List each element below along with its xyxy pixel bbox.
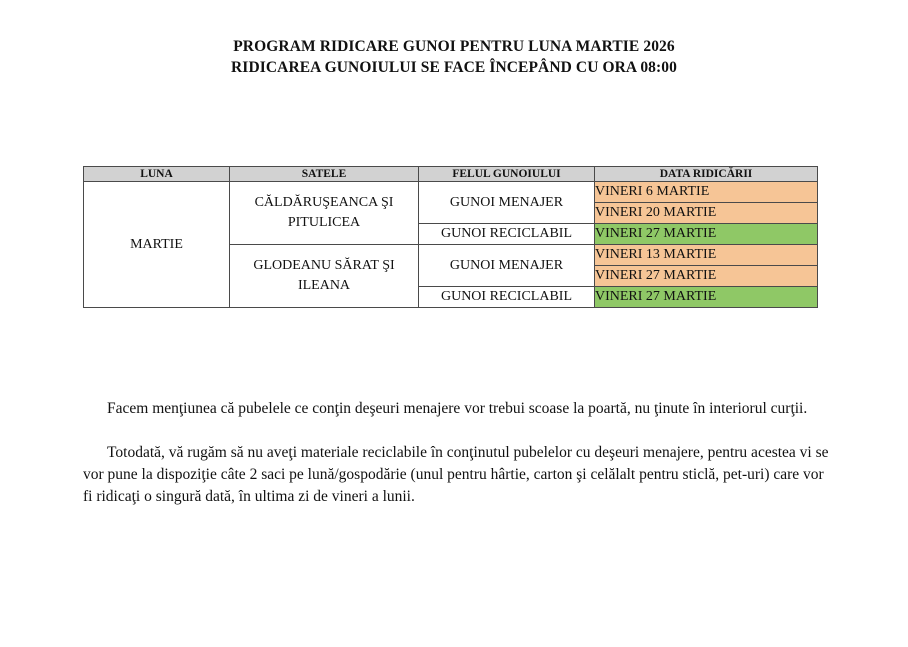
page-subtitle: RIDICAREA GUNOIULUI SE FACE ÎNCEPÂND CU ORA 08:00 bbox=[231, 59, 677, 76]
table-header-row bbox=[84, 167, 818, 182]
waste-type-cell: GUNOI MENAJER bbox=[419, 245, 595, 287]
pickup-date-cell: VINERI 27 MARTIE bbox=[595, 266, 818, 287]
schedule-table bbox=[83, 166, 818, 308]
pickup-date-cell: VINERI 13 MARTIE bbox=[595, 245, 818, 266]
pickup-date-cell: VINERI 20 MARTIE bbox=[595, 203, 818, 224]
table-row bbox=[84, 182, 818, 203]
header-waste-type: FELUL GUNOIULUI bbox=[419, 167, 595, 182]
header-month: LUNA bbox=[84, 167, 230, 182]
pickup-date-cell: VINERI 6 MARTIE bbox=[595, 182, 818, 203]
header-pickup-date: DATA RIDICĂRII bbox=[595, 167, 818, 182]
pickup-date-cell: VINERI 27 MARTIE bbox=[595, 287, 818, 308]
pickup-date-cell: VINERI 27 MARTIE bbox=[595, 224, 818, 245]
notice-paragraph: Totodată, vă rugăm să nu aveţi materiale reciclabile în conţinutul pubelelor cu deşeuri menajere, pentru acestea vi se vor pune la dispoziţie câte 2 saci pe lună/gospodărie (unul pentru hârtie, carton şi celălalt pentru sticlă, pet-uri) care vor fi ridicaţi o singură dată, în ultima zi de vineri a lunii. bbox=[83, 444, 829, 505]
waste-type-cell: GUNOI MENAJER bbox=[419, 182, 595, 224]
header-villages: SATELE bbox=[230, 167, 419, 182]
waste-type-cell: GUNOI RECICLABIL bbox=[419, 287, 595, 308]
notice-paragraph: Facem menţiunea că pubelele ce conţin deşeuri menajere vor trebui scoase la poartă, nu ţinute în interiorul curţii. bbox=[107, 400, 808, 417]
villages-cell: CĂLDĂRUŞEANCA ŞI PITULICEA bbox=[230, 182, 419, 245]
month-cell: MARTIE bbox=[84, 182, 230, 308]
villages-cell: GLODEANU SĂRAT ŞI ILEANA bbox=[230, 245, 419, 308]
waste-type-cell: GUNOI RECICLABIL bbox=[419, 224, 595, 245]
page-title: PROGRAM RIDICARE GUNOI PENTRU LUNA MARTIE 2026 bbox=[233, 38, 675, 55]
